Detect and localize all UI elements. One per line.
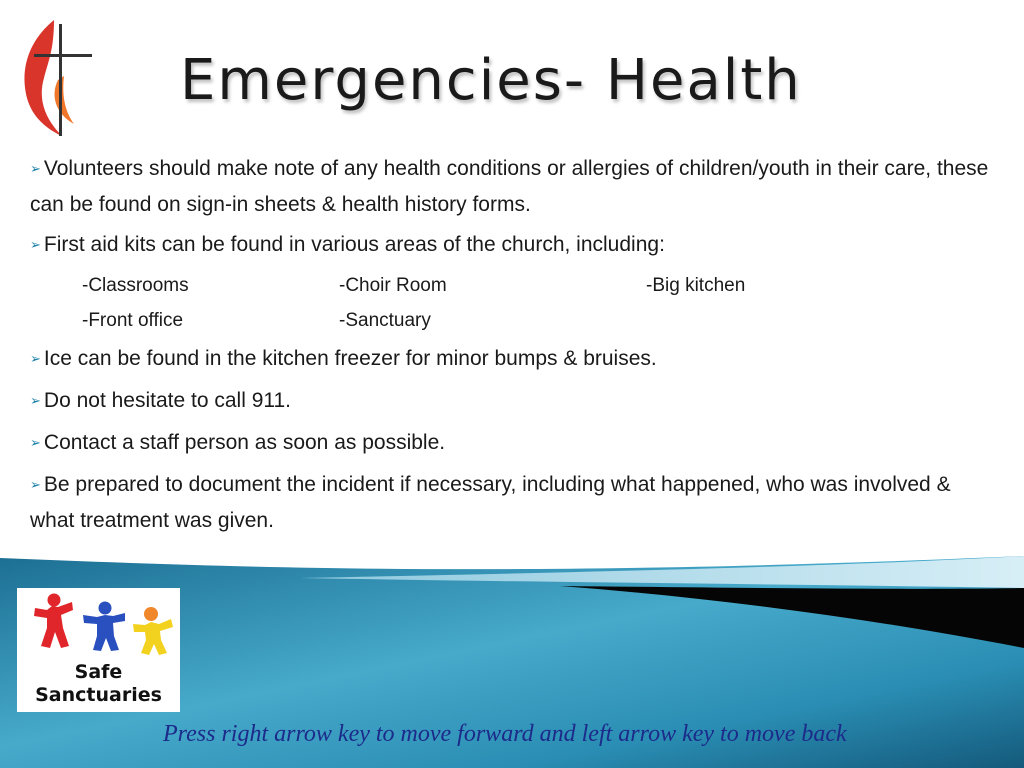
children-figures-icon <box>17 588 180 662</box>
bullet-item <box>30 228 990 264</box>
bullet-text: Do not hesitate to call 911. <box>43 389 292 412</box>
arrow-bullet-icon: ➢ <box>30 161 41 176</box>
bullet-item <box>30 468 990 538</box>
safe-logo-line1: Safe <box>74 661 123 683</box>
slide-body <box>30 152 990 544</box>
bullet-text: Contact a staff person as soon as possible. <box>43 431 446 454</box>
bullet-text: First aid kits can be found in various areas of the church, including: <box>43 233 665 256</box>
bullet-text: Be prepared to document the incident if necessary, including what happened, who was involved & what treatment was given. <box>30 473 951 532</box>
arrow-bullet-icon: ➢ <box>30 393 41 408</box>
bullet-item <box>30 342 990 378</box>
navigation-hint: Press right arrow key to move forward and left arrow key to move back <box>163 721 847 747</box>
bullet-item <box>30 426 990 462</box>
location-row <box>82 303 990 338</box>
arrow-bullet-icon: ➢ <box>30 237 41 252</box>
location-row <box>82 268 990 303</box>
safe-sanctuaries-logo <box>17 588 180 712</box>
safe-logo-line2: Sanctuaries <box>35 684 162 706</box>
bullet-text: Volunteers should make note of any health conditions or allergies of children/youth in their care, these can be found on sign-in sheets & health history forms. <box>30 157 989 216</box>
cross-flame-logo <box>14 16 100 140</box>
bullet-item <box>30 384 990 420</box>
location-item: -Classrooms <box>82 275 189 296</box>
bullet-text: Ice can be found in the kitchen freezer for minor bumps & bruises. <box>43 347 657 370</box>
arrow-bullet-icon: ➢ <box>30 435 41 450</box>
slide-title: Emergencies- Health <box>180 48 802 113</box>
location-item: -Big kitchen <box>646 275 746 296</box>
arrow-bullet-icon: ➢ <box>30 477 41 492</box>
first-aid-locations <box>82 268 990 338</box>
location-item: -Choir Room <box>339 275 447 296</box>
location-item: -Front office <box>82 310 184 331</box>
bullet-item <box>30 152 990 222</box>
arrow-bullet-icon: ➢ <box>30 351 41 366</box>
location-item: -Sanctuary <box>339 310 431 331</box>
